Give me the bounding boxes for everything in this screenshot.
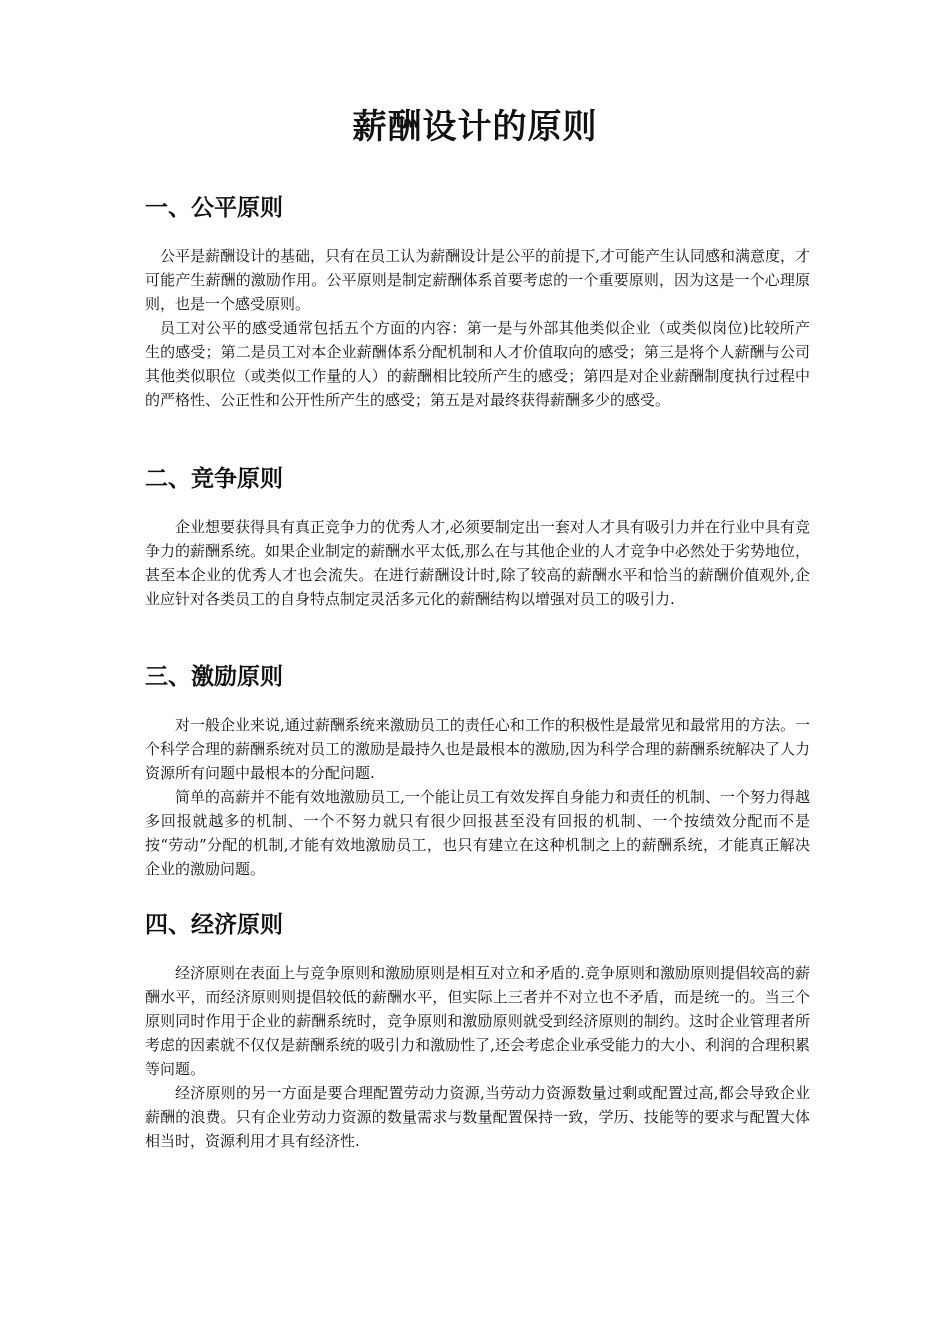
section-competition bbox=[145, 462, 810, 611]
paragraph: 企业想要获得具有真正竞争力的优秀人才,必须要制定出一套对人才具有吸引力并在行业中具有竞争力的薪酬系统。如果企业制定的薪酬水平太低,那么在与其他企业的人才竞争中必然处于劣势地位，甚至本企业的优秀人才也会流失。在进行薪酬设计时,除了较高的薪酬水平和恰当的薪酬价值观外,企业应针对各类员工的自身特点制定灵活多元化的薪酬结构以增强对员工的吸引力. bbox=[145, 518, 810, 608]
paragraph: 公平是薪酬设计的基础，只有在员工认为薪酬设计是公平的前提下,才可能产生认同感和满意度，才可能产生薪酬的激励作用。公平原则是制定薪酬体系首要考虑的一个重要原则，因为这是一个心理原则，也是一个感受原则。 bbox=[145, 247, 810, 313]
document-title: 薪酬设计的原则 bbox=[352, 107, 598, 147]
paragraph: 员工对公平的感受通常包括五个方面的内容：第一是与外部其他类似企业（或类似岗位)比较所产生的感受；第二是员工对本企业薪酬体系分配机制和人才价值取向的感受；第三是将个人薪酬与公司其他类似职位（或类似工作量的人）的薪酬相比较所产生的感受；第四是对企业薪酬制度执行过程中的严格性、公正性和公开性所产生的感受；第五是对最终获得薪酬多少的感受。 bbox=[145, 319, 810, 409]
paragraph: 经济原则的另一方面是要合理配置劳动力资源,当劳动力资源数量过剩或配置过高,都会导致企业薪酬的浪费。只有企业劳动力资源的数量需求与数量配置保持一致，学历、技能等的要求与配置大体相当时，资源利用才具有经济性. bbox=[145, 1084, 810, 1150]
paragraph: 对一般企业来说,通过薪酬系统来激励员工的责任心和工作的积极性是最常见和最常用的方法。一个科学合理的薪酬系统对员工的激励是最持久也是最根本的激励,因为科学合理的薪酬系统解决了人力资源所有问题中最根本的分配问题. bbox=[145, 716, 810, 782]
section-economy bbox=[145, 908, 810, 1153]
section-heading: 一、公平原则 bbox=[145, 195, 283, 221]
section-heading: 二、竞争原则 bbox=[145, 466, 283, 492]
paragraph: 简单的高薪并不能有效地激励员工,一个能让员工有效发挥自身能力和责任的机制、一个努力得越多回报就越多的机制、一个不努力就只有很少回报甚至没有回报的机制、一个按绩效分配而不是按“劳动”分配的机制,才能有效地激励员工，也只有建立在这种机制之上的薪酬系统，才能真正解决企业的激励问题。 bbox=[145, 788, 810, 878]
section-incentive bbox=[145, 660, 810, 881]
section-heading: 四、经济原则 bbox=[145, 912, 283, 938]
section-fairness bbox=[145, 191, 810, 412]
paragraph: 经济原则在表面上与竞争原则和激励原则是相互对立和矛盾的.竞争原则和激励原则提倡较高的薪酬水平，而经济原则则提倡较低的薪酬水平，但实际上三者并不对立也不矛盾，而是统一的。当三个原则同时作用于企业的薪酬系统时，竞争原则和激励原则就受到经济原则的制约。这时企业管理者所考虑的因素就不仅仅是薪酬系统的吸引力和激励性了,还会考虑企业承受能力的大小、利润的合理积累等问题。 bbox=[145, 964, 810, 1078]
section-heading: 三、激励原则 bbox=[145, 664, 283, 690]
